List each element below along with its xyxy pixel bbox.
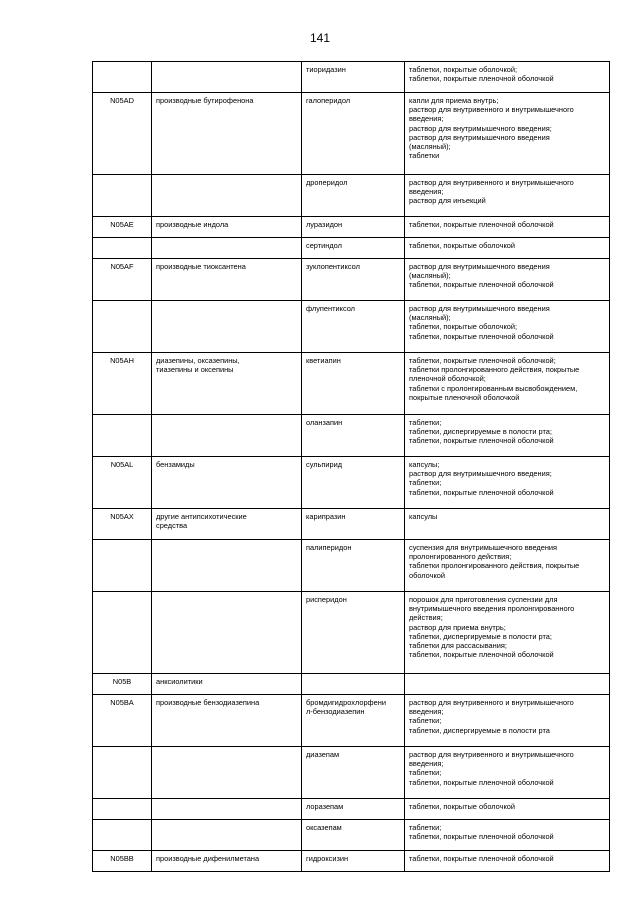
atc-group-cell bbox=[152, 592, 302, 674]
page-number: 141 bbox=[309, 31, 331, 45]
drug-text: сульпирид bbox=[306, 460, 343, 469]
forms-text: таблетки, покрытые пленочной оболочкой bbox=[409, 854, 554, 863]
atc-code-cell bbox=[93, 217, 152, 238]
forms-text: таблетки; bbox=[409, 768, 442, 778]
dosage-forms-cell bbox=[405, 457, 610, 509]
atc-group-cell bbox=[152, 747, 302, 799]
atc-group-cell bbox=[152, 62, 302, 93]
forms-text: раствор для внутримышечного введения; bbox=[409, 469, 552, 479]
drug-name-cell bbox=[302, 674, 405, 695]
drug-text: сертиндол bbox=[306, 241, 342, 250]
drug-name-cell bbox=[302, 695, 405, 747]
forms-text: действия; bbox=[409, 613, 443, 623]
drug-name-cell bbox=[302, 457, 405, 509]
forms-text: пленочной оболочкой; bbox=[409, 374, 486, 384]
drug-name-cell bbox=[302, 259, 405, 301]
forms-text: раствор для внутривенного и внутримышечного bbox=[409, 698, 574, 707]
atc-group-cell bbox=[152, 238, 302, 259]
drug-text: диазепам bbox=[306, 750, 340, 759]
forms-text: внутримышечного введения пролонгированного bbox=[409, 604, 575, 614]
table-row bbox=[93, 540, 610, 592]
forms-text: таблетки, диспергируемые в полости рта; bbox=[409, 631, 552, 641]
forms-text: таблетки пролонгированного действия, покрытые bbox=[409, 561, 580, 571]
atc-group-cell bbox=[152, 674, 302, 695]
drug-name-cell bbox=[302, 301, 405, 353]
forms-text: суспензия для внутримышечного введения bbox=[409, 543, 558, 552]
drug-text: бромдигидрохлорфени bbox=[306, 698, 386, 707]
drug-name-cell bbox=[302, 509, 405, 540]
drug-text: тиоридазин bbox=[306, 65, 346, 74]
group-text: средства bbox=[156, 521, 188, 531]
table-row bbox=[93, 217, 610, 238]
drug-name-cell bbox=[302, 93, 405, 175]
forms-text: покрытые пленочной оболочкой bbox=[409, 392, 520, 402]
dosage-forms-cell bbox=[405, 415, 610, 457]
group-text: производные дифенилметана bbox=[156, 854, 260, 863]
forms-text: капсулы; bbox=[409, 460, 440, 469]
dosage-forms-cell bbox=[405, 592, 610, 674]
atc-group-cell bbox=[152, 217, 302, 238]
forms-text: капсулы bbox=[409, 512, 438, 521]
atc-code-cell bbox=[93, 509, 152, 540]
drug-name-cell bbox=[302, 540, 405, 592]
drug-name-cell bbox=[302, 799, 405, 820]
atc-code-cell bbox=[93, 93, 152, 175]
drug-name-cell bbox=[302, 820, 405, 851]
drug-name-cell bbox=[302, 592, 405, 674]
atc-code: N05BA bbox=[110, 698, 134, 707]
table-row bbox=[93, 457, 610, 509]
forms-text: таблетки для рассасывания; bbox=[409, 641, 507, 651]
drug-text: зуклопентиксол bbox=[306, 262, 360, 271]
atc-group-cell bbox=[152, 540, 302, 592]
drug-name-cell bbox=[302, 62, 405, 93]
atc-code: N05AX bbox=[110, 512, 134, 521]
drug-name-cell bbox=[302, 747, 405, 799]
forms-text: таблетки, покрытые оболочкой; bbox=[409, 65, 518, 74]
forms-text: таблетки, покрытые пленочной оболочкой bbox=[409, 220, 554, 229]
dosage-forms-cell bbox=[405, 747, 610, 799]
forms-text: таблетки с пролонгированным высвобождением, bbox=[409, 383, 578, 393]
drug-text: луразидон bbox=[306, 220, 343, 229]
drug-text: лоразепам bbox=[306, 802, 344, 811]
drug-text: гидроксизин bbox=[306, 854, 349, 863]
forms-text: раствор для внутривенного и внутримышечного bbox=[409, 178, 574, 187]
table-row bbox=[93, 851, 610, 872]
forms-text: раствор для внутривенного и внутримышечного bbox=[409, 105, 574, 115]
atc-code: N05B bbox=[112, 677, 132, 686]
group-text: бензамиды bbox=[156, 460, 195, 469]
atc-group-cell bbox=[152, 695, 302, 747]
atc-code: N05BB bbox=[110, 854, 134, 863]
atc-code: N05AD bbox=[110, 96, 134, 105]
forms-text: введения; bbox=[409, 114, 444, 124]
table-row bbox=[93, 353, 610, 415]
drug-text: кветиапин bbox=[306, 356, 341, 365]
forms-text: введения; bbox=[409, 187, 444, 197]
atc-group-cell bbox=[152, 301, 302, 353]
forms-text: таблетки, покрытые пленочной оболочкой bbox=[409, 74, 554, 84]
forms-text: введения; bbox=[409, 759, 444, 769]
forms-text: оболочкой bbox=[409, 570, 446, 580]
drug-text: рисперидон bbox=[306, 595, 347, 604]
forms-text: таблетки; bbox=[409, 716, 442, 726]
table-row bbox=[93, 674, 610, 695]
forms-text: таблетки, покрытые оболочкой bbox=[409, 241, 516, 250]
forms-text: раствор для инъекций bbox=[409, 196, 486, 206]
table-row bbox=[93, 747, 610, 799]
atc-code-cell bbox=[93, 820, 152, 851]
dosage-forms-cell bbox=[405, 851, 610, 872]
dosage-forms-cell bbox=[405, 540, 610, 592]
forms-text: раствор для внутримышечного введения; bbox=[409, 123, 552, 133]
forms-text: таблетки, покрытые пленочной оболочкой bbox=[409, 650, 554, 660]
atc-code-cell bbox=[93, 674, 152, 695]
forms-text: капли для приема внутрь; bbox=[409, 96, 499, 105]
atc-code-cell bbox=[93, 238, 152, 259]
drug-name-cell bbox=[302, 851, 405, 872]
group-text: анксиолитики bbox=[156, 677, 203, 686]
forms-text: таблетки, диспергируемые в полости рта bbox=[409, 725, 550, 735]
forms-text: раствор для внутривенного и внутримышечного bbox=[409, 750, 574, 759]
atc-group-cell bbox=[152, 175, 302, 217]
forms-text: таблетки, покрытые пленочной оболочкой bbox=[409, 331, 554, 341]
drug-name-cell bbox=[302, 415, 405, 457]
atc-code-cell bbox=[93, 415, 152, 457]
table-row bbox=[93, 93, 610, 175]
dosage-forms-cell bbox=[405, 695, 610, 747]
dosage-forms-cell bbox=[405, 175, 610, 217]
drug-table bbox=[92, 61, 610, 872]
dosage-forms-cell bbox=[405, 509, 610, 540]
forms-text: порошок для приготовления суспензии для bbox=[409, 595, 558, 604]
dosage-forms-cell bbox=[405, 238, 610, 259]
forms-text: таблетки, покрытые пленочной оболочкой bbox=[409, 777, 554, 787]
group-text: производные тиоксантена bbox=[156, 262, 246, 271]
table-row bbox=[93, 695, 610, 747]
group-text: производные индола bbox=[156, 220, 229, 229]
atc-group-cell bbox=[152, 353, 302, 415]
table-row bbox=[93, 62, 610, 93]
table-row bbox=[93, 592, 610, 674]
atc-code-cell bbox=[93, 851, 152, 872]
atc-code: N05AF bbox=[110, 262, 134, 271]
atc-code-cell bbox=[93, 540, 152, 592]
forms-text: пролонгированного действия; bbox=[409, 552, 512, 562]
dosage-forms-cell bbox=[405, 62, 610, 93]
dosage-forms-cell bbox=[405, 217, 610, 238]
dosage-forms-cell bbox=[405, 259, 610, 301]
group-text: тиазепины и оксепины bbox=[156, 365, 234, 375]
drug-text: карипразин bbox=[306, 512, 346, 521]
drug-text: палиперидон bbox=[306, 543, 352, 552]
forms-text: таблетки, покрытые оболочкой; bbox=[409, 322, 518, 332]
drug-text: л-бензодиазепин bbox=[306, 707, 365, 717]
atc-code-cell bbox=[93, 62, 152, 93]
table-row bbox=[93, 301, 610, 353]
forms-text: раствор для внутримышечного введения bbox=[409, 262, 550, 271]
forms-text: (масляный); bbox=[409, 142, 451, 152]
table-row bbox=[93, 259, 610, 301]
forms-text: таблетки, покрытые пленочной оболочкой; bbox=[409, 356, 556, 365]
atc-group-cell bbox=[152, 259, 302, 301]
atc-group-cell bbox=[152, 851, 302, 872]
atc-code: N05AL bbox=[110, 460, 134, 469]
atc-code-cell bbox=[93, 747, 152, 799]
atc-group-cell bbox=[152, 93, 302, 175]
drug-text: флупентиксол bbox=[306, 304, 355, 313]
forms-text: раствор для внутримышечного введения bbox=[409, 132, 550, 142]
table-row bbox=[93, 175, 610, 217]
atc-code-cell bbox=[93, 301, 152, 353]
forms-text: таблетки; bbox=[409, 418, 442, 427]
atc-code-cell bbox=[93, 259, 152, 301]
forms-text: введения; bbox=[409, 707, 444, 717]
table-row bbox=[93, 820, 610, 851]
forms-text: раствор для приема внутрь; bbox=[409, 622, 506, 632]
group-text: диазепины, оксазепины, bbox=[156, 356, 240, 365]
forms-text: таблетки, покрытые пленочной оболочкой bbox=[409, 436, 554, 446]
forms-text: таблетки, диспергируемые в полости рта; bbox=[409, 427, 552, 437]
atc-group-cell bbox=[152, 509, 302, 540]
forms-text: таблетки, покрытые пленочной оболочкой bbox=[409, 487, 554, 497]
atc-code-cell bbox=[93, 457, 152, 509]
group-text: производные бутирофенона bbox=[156, 96, 254, 105]
dosage-forms-cell bbox=[405, 820, 610, 851]
forms-text: таблетки; bbox=[409, 478, 442, 488]
dosage-forms-cell bbox=[405, 301, 610, 353]
atc-group-cell bbox=[152, 457, 302, 509]
forms-text: раствор для внутримышечного введения bbox=[409, 304, 550, 313]
forms-text: таблетки bbox=[409, 151, 440, 161]
drug-text: галоперидол bbox=[306, 96, 351, 105]
forms-text: таблетки, покрытые оболочкой bbox=[409, 802, 516, 811]
dosage-forms-cell bbox=[405, 799, 610, 820]
atc-group-cell bbox=[152, 415, 302, 457]
group-text: производные бензодиазепина bbox=[156, 698, 260, 707]
group-text: другие антипсихотические bbox=[156, 512, 247, 521]
drug-name-cell bbox=[302, 353, 405, 415]
table-row bbox=[93, 415, 610, 457]
table-row bbox=[93, 799, 610, 820]
atc-code-cell bbox=[93, 592, 152, 674]
atc-code-cell bbox=[93, 353, 152, 415]
forms-text: (масляный); bbox=[409, 271, 451, 281]
drug-name-cell bbox=[302, 175, 405, 217]
dosage-forms-cell bbox=[405, 93, 610, 175]
atc-group-cell bbox=[152, 820, 302, 851]
dosage-forms-cell bbox=[405, 674, 610, 695]
atc-code-cell bbox=[93, 695, 152, 747]
atc-code-cell bbox=[93, 175, 152, 217]
atc-code-cell bbox=[93, 799, 152, 820]
table-row bbox=[93, 238, 610, 259]
atc-group-cell bbox=[152, 799, 302, 820]
forms-text: таблетки, покрытые пленочной оболочкой bbox=[409, 832, 554, 842]
forms-text: таблетки пролонгированного действия, покрытые bbox=[409, 365, 580, 375]
table-row bbox=[93, 509, 610, 540]
drug-name-cell bbox=[302, 217, 405, 238]
atc-code: N05AE bbox=[110, 220, 134, 229]
atc-code: N05AH bbox=[110, 356, 134, 365]
drug-text: дроперидол bbox=[306, 178, 348, 187]
forms-text: (масляный); bbox=[409, 313, 451, 323]
drug-text: оланзапин bbox=[306, 418, 343, 427]
dosage-forms-cell bbox=[405, 353, 610, 415]
drug-text: оксазепам bbox=[306, 823, 342, 832]
drug-name-cell bbox=[302, 238, 405, 259]
forms-text: таблетки, покрытые пленочной оболочкой bbox=[409, 280, 554, 290]
forms-text: таблетки; bbox=[409, 823, 442, 832]
